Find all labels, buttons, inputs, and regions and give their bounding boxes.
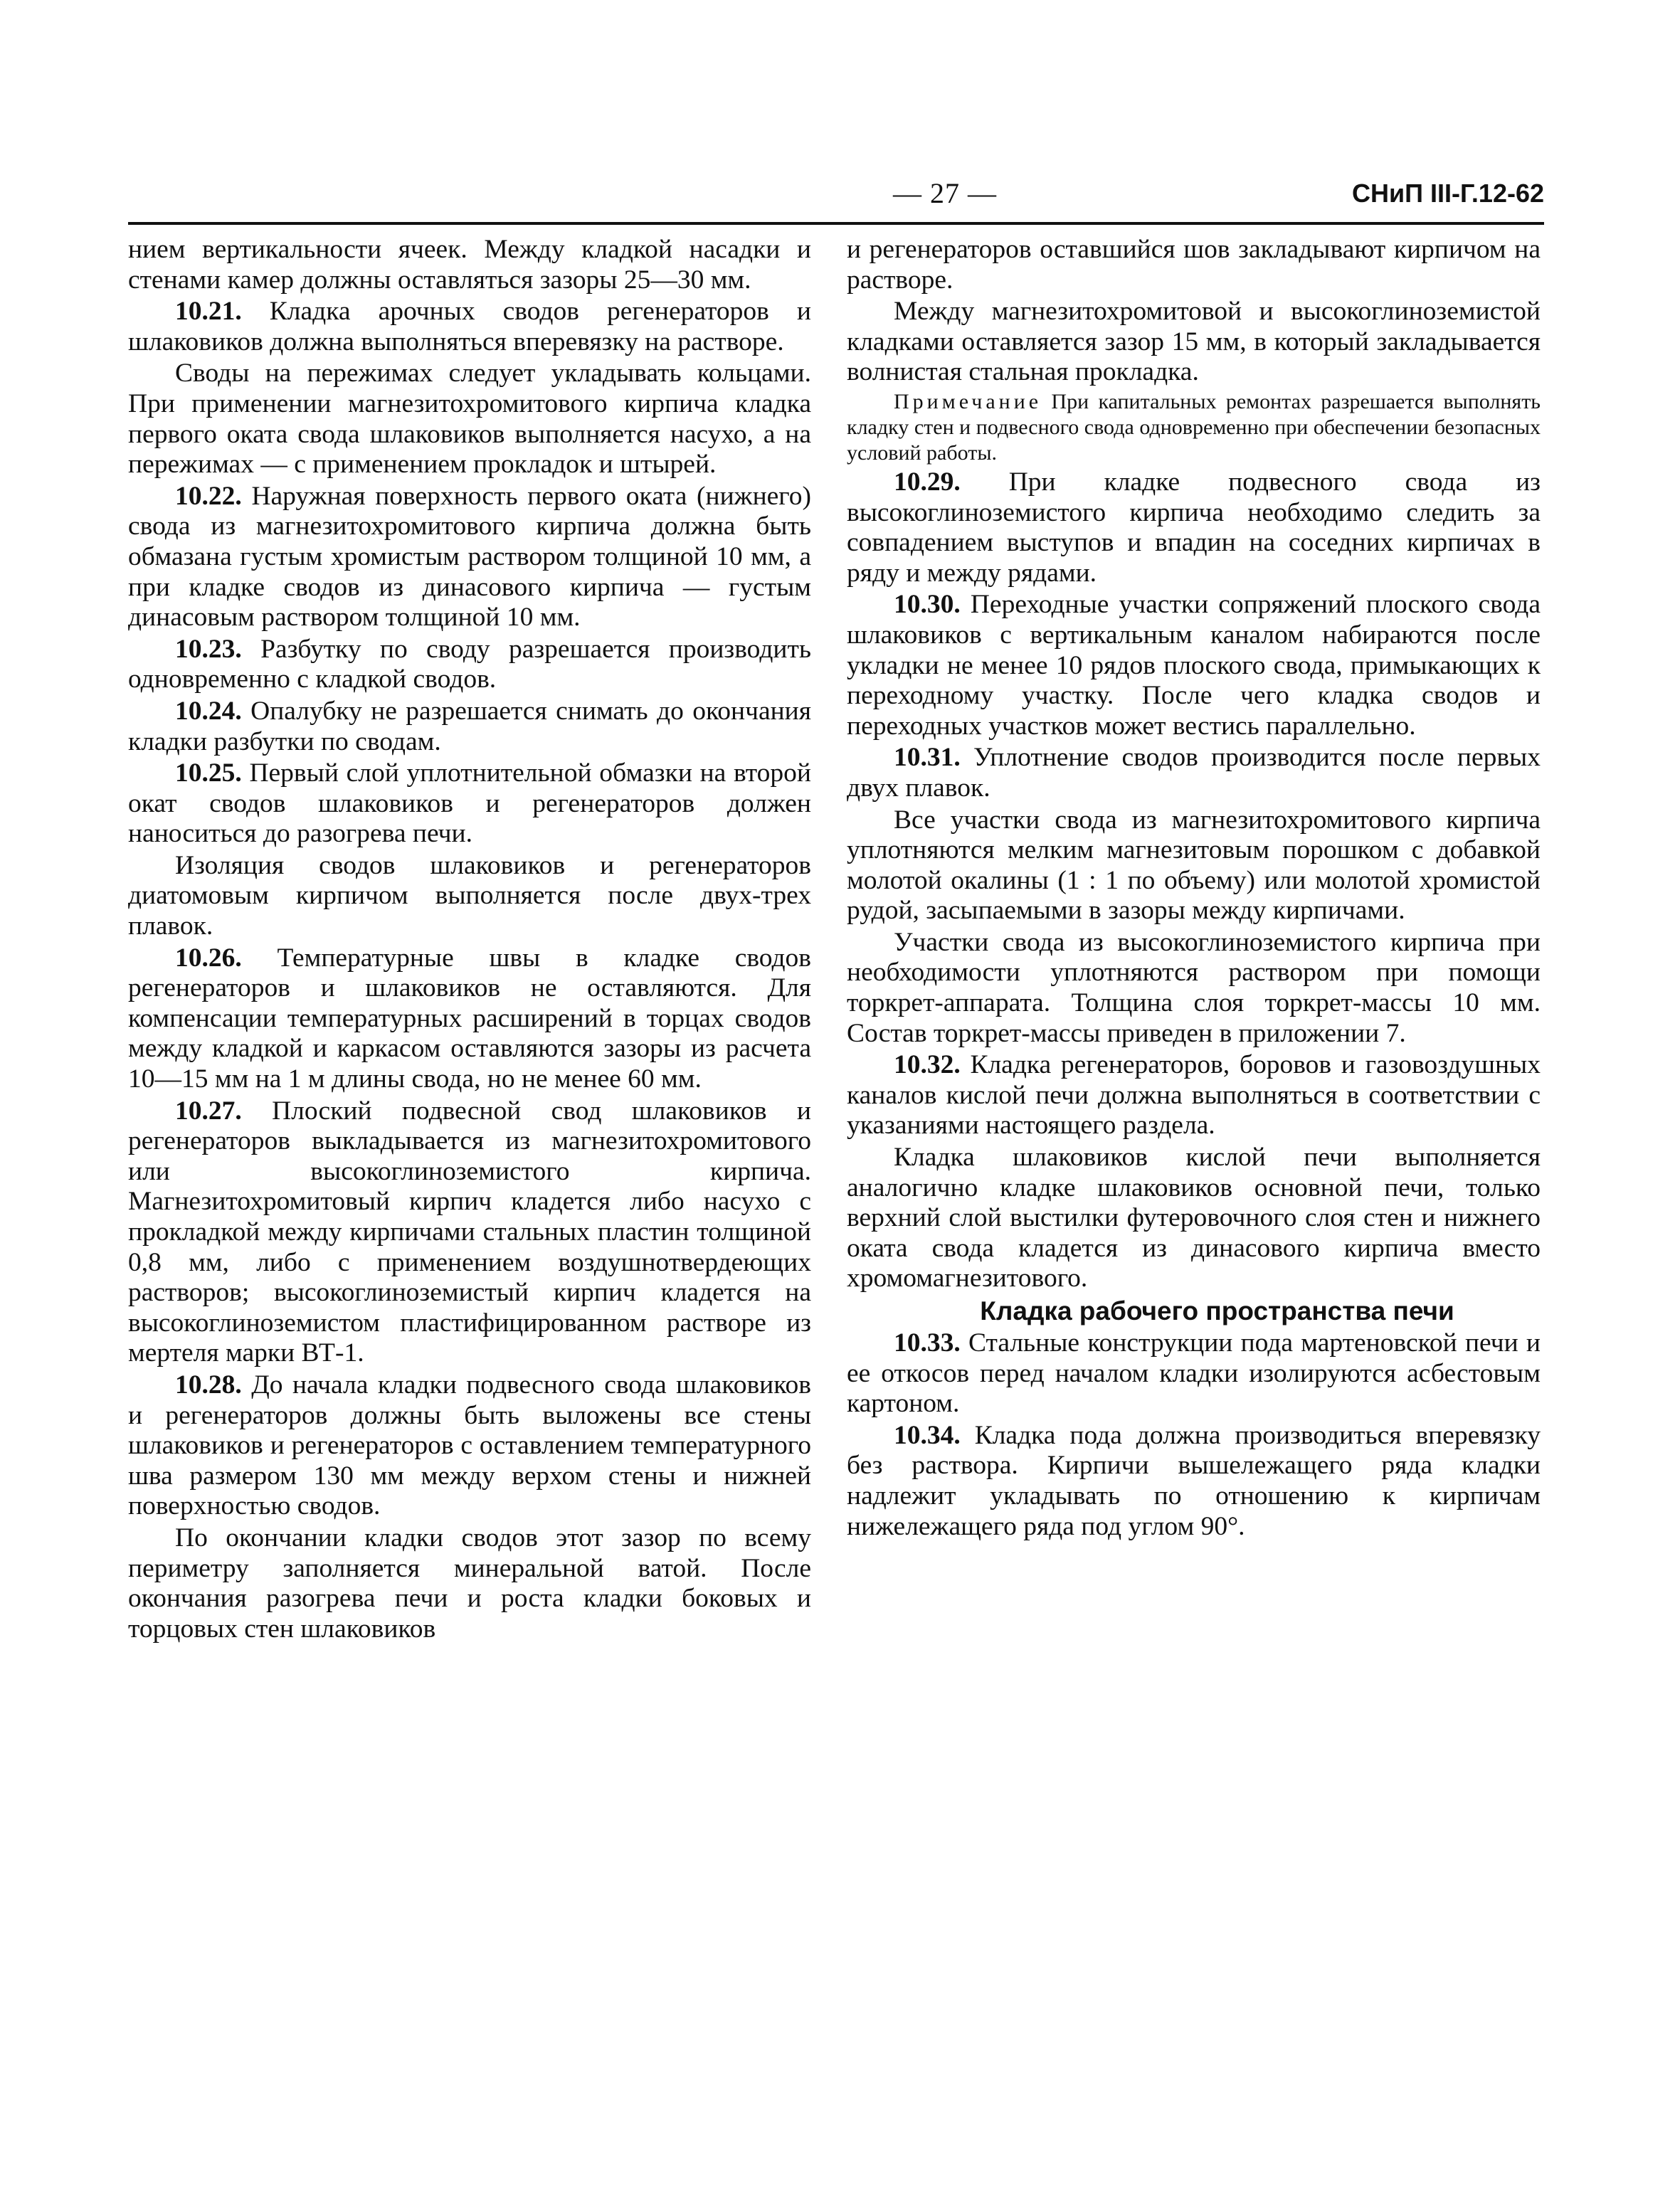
document-code: СНиП III-Г.12-62 [1352, 179, 1544, 208]
page-header [128, 175, 1544, 218]
paragraph-10-34: 10.34. Кладка пода должна производиться вперевязку без раствора. Кирпичи вышележащего ряда кладки надлежит укладывать по отношению к кирпичам нижележащего ряда под углом 90°. [847, 1420, 1541, 1541]
paragraph: Участки свода из высокоглиноземистого кирпича при необходимости уплотняются раствором при помощи торкрет-аппарата. Толщина слоя торкрет-массы 10 мм. Состав торкрет-массы приведен в приложении 7. [847, 927, 1541, 1048]
header-rule [128, 222, 1544, 225]
paragraph: Изоляция сводов шлаковиков и регенераторов диатомовым кирпичом выполняется после двух-трех плавок. [128, 850, 811, 941]
paragraph: Кладка шлаковиков кислой печи выполняется аналогично кладке шлаковиков основной печи, только верхний слой выстилки футеровочного слоя стен и нижнего оката свода кладется из динасового кирпича вместо хромомагнезитового. [847, 1143, 1541, 1293]
paragraph-10-27: 10.27. Плоский подвесной свод шлаковиков и регенераторов выкладывается из магнезитохромитового или высокоглиноземистого кирпича. Магнезитохромитовый кирпич кладется либо насухо с прокладкой между кирпичами стальных пластин толщиной 0,8 мм, либо с применением воздушнотвердеющих растворов; высокоглиноземистый кирпич кладется на высокоглиноземистом пластифицированном растворе из мертеля марки ВТ-1. [128, 1096, 811, 1368]
paragraph-10-26: 10.26. Температурные швы в кладке сводов регенераторов и шлаковиков не оставляются. Для компенсации температурных расширений в торцах сводов между кладкой и каркасом оставляются зазоры из расчета 10—15 мм на 1 м длины свода, но не менее 60 мм. [128, 943, 811, 1094]
paragraph-10-25: 10.25. Первый слой уплотнительной обмазки на второй окат сводов шлаковиков и регенераторов должен наноситься до разогрева печи. [128, 758, 811, 849]
section-heading: Кладка рабочего пространства печи [980, 1296, 1454, 1326]
paragraph-10-24: 10.24. Опалубку не разрешается снимать до окончания кладки разбутки по сводам. [128, 696, 811, 756]
paragraph-10-32: 10.32. Кладка регенераторов, боровов и газовоздушных каналов кислой печи должна выполняться в соответствии с указаниями настоящего раздела. [847, 1050, 1541, 1141]
paragraph: По окончании кладки сводов этот зазор по всему периметру заполняется минеральной ватой. После окончания разогрева печи и роста кладки боковых и торцовых стен шлаковиков [128, 1523, 811, 1644]
paragraph-10-21: 10.21. Кладка арочных сводов регенераторов и шлаковиков должна выполняться вперевязку на растворе. [128, 297, 811, 356]
right-column [847, 235, 1541, 1542]
paragraph-10-31: 10.31. Уплотнение сводов производится после первых двух плавок. [847, 743, 1541, 803]
page-number: — 27 — [893, 177, 997, 209]
paragraph: нием вертикальности ячеек. Между кладкой насадки и стенами камер должны оставляться зазоры 25—30 мм. [128, 235, 811, 295]
note: Примечание При капитальных ремонтах разрешается выполнять кладку стен и подвесного свода одновременно при обеспечении безопасных условий работы. [847, 389, 1541, 465]
paragraph-10-30: 10.30. Переходные участки сопряжений плоского свода шлаковиков с вертикальным каналом набираются после укладки не менее 10 рядов плоского свода, примыкающих к переходному участку. После чего кладка сводов и переходных участков может вестись параллельно. [847, 590, 1541, 741]
paragraph-10-22: 10.22. Наружная поверхность первого оката (нижнего) свода из магнезитохромитового кирпича должна быть обмазана густым хромистым раствором толщиной 10 мм, а при кладке сводов из динасового кирпича — густым динасовым раствором толщиной 10 мм. [128, 481, 811, 633]
paragraph-10-28: 10.28. До начала кладки подвесного свода шлаковиков и регенераторов должны быть выложены все стены шлаковиков и регенераторов с оставлением температурного шва размером 130 мм между верхом стены и нижней поверхностью сводов. [128, 1370, 811, 1521]
paragraph: Своды на пережимах следует укладывать кольцами. При применении магнезитохромитового кирпича кладка первого оката свода шлаковиков выполняется насухо, а на пережимах — с применением прокладок и штырей. [128, 359, 811, 480]
paragraph-10-29: 10.29. При кладке подвесного свода из высокоглиноземистого кирпича необходимо следить за совпадением выступов и впадин на соседних кирпичах в ряду и между рядами. [847, 467, 1541, 588]
left-column [128, 235, 811, 1644]
paragraph-10-23: 10.23. Разбутку по своду разрешается производить одновременно с кладкой сводов. [128, 634, 811, 694]
paragraph: и регенераторов оставшийся шов закладывают кирпичом на растворе. [847, 235, 1541, 295]
paragraph: Все участки свода из магнезитохромитового кирпича уплотняются мелким магнезитовым порошком с добавкой молотой окалины (1 : 1 по объему) или молотой хромистой рудой, засыпаемыми в зазоры между кирпичами. [847, 805, 1541, 926]
paragraph-10-33: 10.33. Стальные конструкции пода мартеновской печи и ее откосов перед началом кладки изолируются асбестовым картоном. [847, 1328, 1541, 1419]
paragraph: Между магнезитохромитовой и высокоглиноземистой кладками оставляется зазор 15 мм, в который закладывается волнистая стальная прокладка. [847, 297, 1541, 387]
